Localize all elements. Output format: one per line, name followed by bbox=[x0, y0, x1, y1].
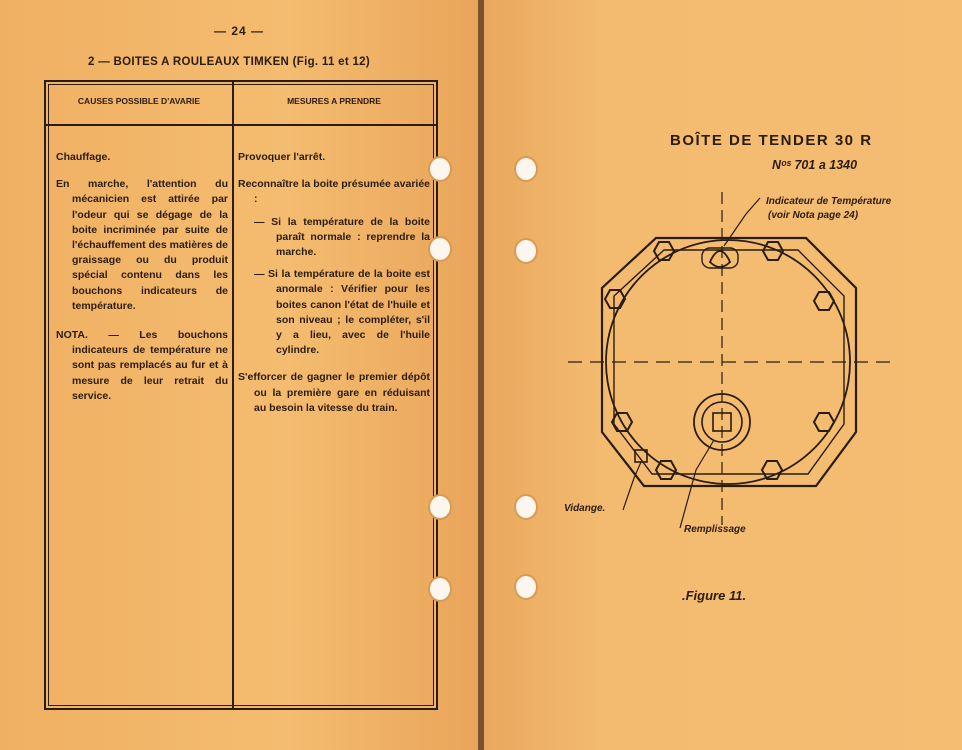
mesures-item1: — Si la température de la boite paraît normale : reprendre la marche. bbox=[254, 215, 430, 259]
header-mesures: MESURES A PRENDRE bbox=[287, 96, 381, 106]
tender-box-drawing bbox=[484, 0, 962, 750]
header-divider bbox=[46, 124, 436, 126]
bolt-icon bbox=[814, 413, 834, 431]
label-indicateur-note: (voir Nota page 24) bbox=[768, 210, 859, 221]
temperature-indicator-icon bbox=[710, 251, 730, 267]
header-causes: CAUSES POSSIBLE D'AVARIE bbox=[77, 96, 201, 106]
figure-title: BOÎTE DE TENDER 30 R bbox=[670, 132, 873, 149]
binder-hole-icon bbox=[430, 158, 450, 180]
avaries-table bbox=[44, 80, 438, 710]
mesures-line3: S'efforcer de gagner le premier dépôt ou la première gare en réduisant au besoin la vitesse du train. bbox=[238, 371, 430, 414]
mesures-line1: Provoquer l'arrêt. bbox=[238, 151, 326, 163]
binder-hole-icon bbox=[430, 238, 450, 260]
page-number: — 24 — bbox=[213, 24, 264, 38]
causes-paragraph: En marche, l'attention du mécanicien est attirée par l'odeur qui se dégage de la boite incriminée par suite de l'échauffement des matières de graissage ou du produit spécial contenu dans les bouchons indicateurs de température. bbox=[56, 178, 228, 312]
causes-cell bbox=[56, 150, 228, 411]
label-indicateur: Indicateur de Température bbox=[766, 196, 892, 207]
bolt-icon bbox=[814, 292, 834, 310]
label-vidange: Vidange. bbox=[564, 503, 606, 514]
mesures-cell bbox=[238, 150, 430, 423]
binder-hole-icon bbox=[430, 496, 450, 518]
mesures-item2: — Si la température de la boite est anormale : Vérifier pour les boites canon l'état de l'huile et son niveau ; le compléter, s'il y a lieu, avec de l'huile cylindre. bbox=[254, 268, 430, 357]
figure-subtitle: Nᵒˢ 701 a 1340 bbox=[772, 158, 858, 172]
column-divider bbox=[232, 82, 234, 708]
left-page bbox=[0, 0, 478, 750]
right-page bbox=[484, 0, 962, 750]
binder-hole-icon bbox=[430, 578, 450, 600]
mesures-line2: Reconnaître la boite présumée avariée : bbox=[238, 178, 430, 206]
section-title: 2 — BOITES A ROULEAUX TIMKEN (Fig. 11 et 12) bbox=[88, 56, 370, 68]
causes-heading: Chauffage. bbox=[56, 151, 111, 163]
bolt-icon bbox=[605, 290, 625, 308]
label-remplissage: Remplissage bbox=[684, 524, 746, 535]
nota-paragraph: NOTA. — Les bouchons indicateurs de température ne sont pas remplacés au fur et à mesure de leur retrait du service. bbox=[56, 329, 228, 402]
figure-caption: .Figure 11. bbox=[682, 588, 747, 603]
